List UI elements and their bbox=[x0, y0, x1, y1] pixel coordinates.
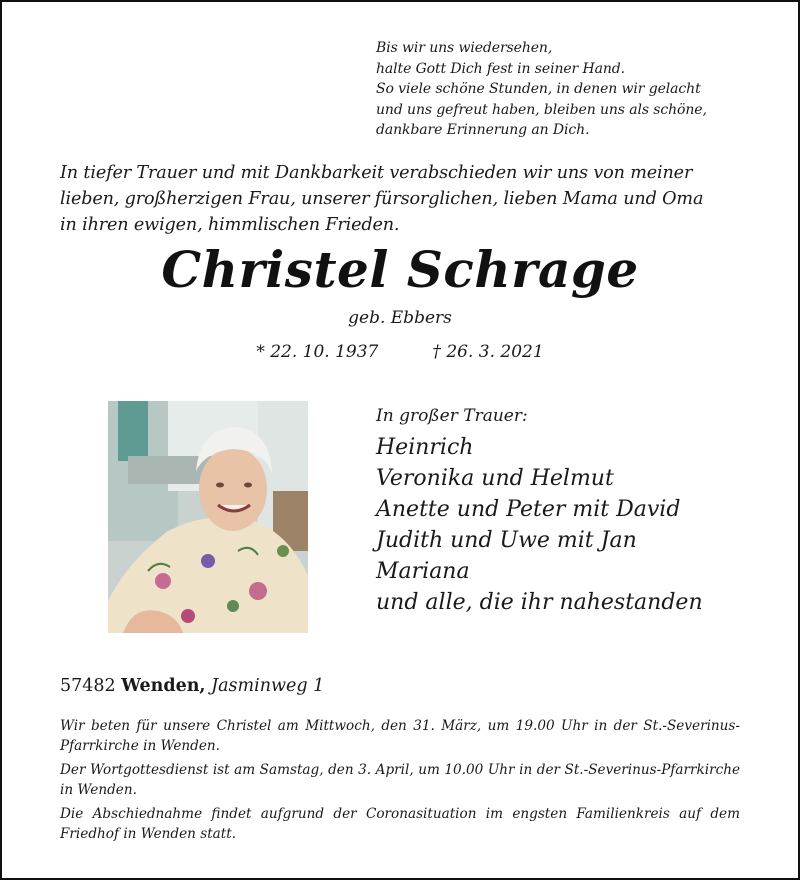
intro-line: In tiefer Trauer und mit Dankbarkeit verabschieden wir uns von meiner bbox=[60, 163, 693, 183]
mourner-name: Mariana bbox=[376, 559, 470, 584]
service-notes bbox=[60, 716, 740, 848]
note-service: Der Wortgottesdienst ist am Samstag, den 3. April, um 10.00 Uhr in der St.-Severinus-Pfarrkirche in Wenden. bbox=[60, 762, 740, 798]
poem-line: Bis wir uns wiedersehen, bbox=[376, 40, 553, 56]
maiden-name: geb. Ebbers bbox=[348, 308, 452, 328]
mourner-name: und alle, die ihr nahestanden bbox=[376, 590, 703, 615]
poem bbox=[376, 38, 776, 141]
address-city: Wenden, bbox=[121, 676, 206, 696]
note-prayer: Wir beten für unsere Christel am Mittwoch, den 31. März, um 19.00 Uhr in der St.-Severinus-Pfarrkirche in Wenden. bbox=[60, 718, 740, 754]
mourner-name: Judith und Uwe mit Jan bbox=[376, 528, 637, 553]
poem-line: dankbare Erinnerung an Dich. bbox=[376, 122, 590, 138]
mourner-name: Anette und Peter mit David bbox=[376, 497, 681, 522]
death-date: † 26. 3. 2021 bbox=[432, 342, 544, 362]
deceased-name: Christel Schrage bbox=[161, 240, 639, 299]
mourner-name: Heinrich bbox=[376, 435, 474, 460]
intro-line: lieben, großherzigen Frau, unserer fürsorglichen, lieben Mama und Oma bbox=[60, 189, 704, 209]
birth-date: * 22. 10. 1937 bbox=[256, 342, 379, 362]
poem-line: halte Gott Dich fest in seiner Hand. bbox=[376, 60, 625, 77]
poem-line: und uns gefreut haben, bleiben uns als schöne, bbox=[376, 101, 707, 118]
intro-line: in ihren ewigen, himmlischen Frieden. bbox=[60, 215, 400, 235]
address-street: Jasminweg 1 bbox=[211, 676, 325, 696]
mourners bbox=[376, 406, 703, 618]
portrait-photo bbox=[108, 401, 308, 633]
mourners-heading: In großer Trauer: bbox=[376, 406, 528, 426]
mourners-list bbox=[376, 432, 703, 618]
intro-text bbox=[60, 160, 750, 238]
mourner-name: Veronika und Helmut bbox=[376, 466, 614, 491]
note-farewell: Die Abschiednahme findet aufgrund der Coronasituation im engsten Familienkreis auf dem Friedhof in Wenden statt. bbox=[60, 806, 740, 842]
address bbox=[60, 676, 324, 696]
address-postcode: 57482 bbox=[60, 676, 116, 696]
life-dates bbox=[0, 342, 800, 362]
poem-line: So viele schöne Stunden, in denen wir gelacht bbox=[376, 81, 701, 97]
